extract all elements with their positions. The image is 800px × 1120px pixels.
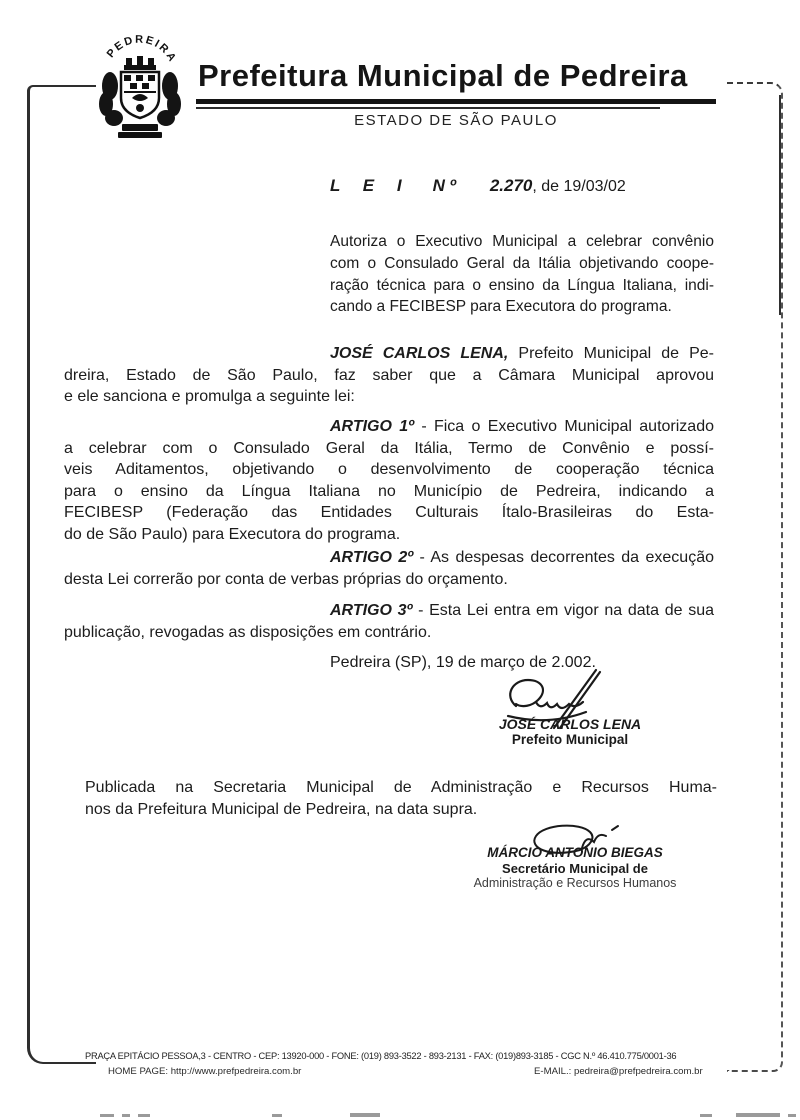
- article-1: [64, 416, 714, 546]
- article-3-line: publicação, revogadas as disposições em contrário.: [64, 623, 432, 641]
- secretary-signature-role1: Secretário Municipal de: [502, 861, 648, 876]
- law-heading-date: , de 19/03/02: [532, 178, 626, 195]
- law-summary-line: com o Consulado Geral da Itália objetivando coope-: [330, 254, 714, 272]
- article-1-rest: - Fica o Executivo Municipal autorizado: [414, 418, 715, 435]
- article-2-line: [330, 547, 714, 569]
- law-heading-number: 2.270: [489, 176, 533, 195]
- scan-noise: [700, 1114, 712, 1117]
- header-rule-thin: [196, 107, 660, 109]
- article-2-label: ARTIGO 2º: [330, 549, 414, 566]
- law-summary-line: ração técnica para o ensino da Língua Italiana, indi-: [330, 276, 714, 294]
- pedreira-coat-of-arms-icon: [88, 28, 192, 142]
- article-3-rest: - Esta Lei entra em vigor na data de sua: [412, 602, 714, 619]
- law-summary: [330, 231, 714, 318]
- preamble-paragraph: [64, 343, 714, 408]
- scan-noise: [122, 1114, 130, 1117]
- footer-address: PRAÇA EPITÁCIO PESSOA,3 - CENTRO - CEP: 13920-000 - FONE: (019) 893-3522 - 893-2131 - FAX: (019)893-3185 - CGC N.º 46.410.775/0001-36: [85, 1051, 677, 1062]
- law-summary-line: Autoriza o Executivo Municipal a celebrar convênio: [330, 233, 714, 250]
- scan-noise: [272, 1114, 282, 1117]
- page-frame-right-solid: [779, 95, 781, 315]
- scan-noise: [736, 1113, 780, 1117]
- law-heading: [330, 176, 626, 196]
- article-3-label: ARTIGO 3º: [330, 602, 413, 619]
- preamble-line: e ele sanciona e promulga a seguinte lei:: [64, 388, 355, 406]
- svg-text:PEDREIRA: PEDREIRA: [104, 33, 179, 66]
- law-heading-numero: N º: [432, 176, 456, 195]
- article-3-line: [330, 600, 714, 622]
- mayor-signature-name: JOSÉ CARLOS LENA: [498, 716, 642, 732]
- article-1-line: do de São Paulo) para Executora do programa.: [64, 525, 401, 543]
- mayor-signature-role: Prefeito Municipal: [511, 732, 629, 747]
- article-1-line: a celebrar com o Consulado Geral da Itália, Termo de Convênio e possí-: [64, 439, 714, 457]
- preamble-line: dreira, Estado de São Paulo, faz saber que a Câmara Municipal aprovou: [64, 366, 714, 384]
- header-title: Prefeitura Municipal de Pedreira: [198, 58, 688, 93]
- article-3: [64, 600, 714, 643]
- article-1-line: para o ensino da Língua Italiana no Município de Pedreira, indicando a: [64, 482, 714, 500]
- article-1-line: [330, 416, 714, 438]
- mayor-name: JOSÉ CARLOS LENA,: [330, 345, 509, 362]
- preamble-line-rest: Prefeito Municipal de Pe-: [508, 345, 714, 362]
- publication-line: nos da Prefeitura Municipal de Pedreira, na data supra.: [85, 800, 478, 818]
- footer-email: E-MAIL.: pedreira@prefpedreira.com.br: [534, 1066, 703, 1077]
- scan-noise: [350, 1113, 380, 1117]
- secretary-signature-name: MÁRCIO ANTONIO BIEGAS: [487, 845, 663, 860]
- scan-noise: [100, 1114, 114, 1117]
- page-frame-right: [727, 82, 783, 1072]
- law-summary-line: cando a FECIBESP para Executora do programa.: [330, 298, 672, 316]
- header-subtitle: ESTADO DE SÃO PAULO: [354, 112, 558, 129]
- article-1-line: FECIBESP (Federação das Entidades Culturais Ítalo-Brasileiras do Esta-: [64, 504, 714, 522]
- article-1-label: ARTIGO 1º: [330, 418, 414, 435]
- article-2-rest: - As despesas decorrentes da execução: [413, 549, 714, 566]
- publication-line: Publicada na Secretaria Municipal de Administração e Recursos Huma-: [85, 779, 717, 796]
- preamble-line: [330, 343, 714, 365]
- secretary-signature-role2: Administração e Recursos Humanos: [473, 876, 677, 890]
- scan-noise: [788, 1114, 796, 1117]
- header-rule-thick: [196, 99, 716, 104]
- article-1-line: veis Aditamentos, objetivando o desenvolvimento de cooperação técnica: [64, 461, 714, 479]
- scan-noise: [138, 1114, 150, 1117]
- law-heading-lei: L E I: [330, 176, 411, 195]
- date-place-line: Pedreira (SP), 19 de março de 2.002.: [330, 654, 596, 671]
- publication-paragraph: [85, 777, 717, 820]
- article-2: [64, 547, 714, 590]
- footer-homepage: HOME PAGE: http://www.prefpedreira.com.br: [108, 1066, 302, 1077]
- article-2-line: desta Lei correrão por conta de verbas próprias do orçamento.: [64, 570, 508, 588]
